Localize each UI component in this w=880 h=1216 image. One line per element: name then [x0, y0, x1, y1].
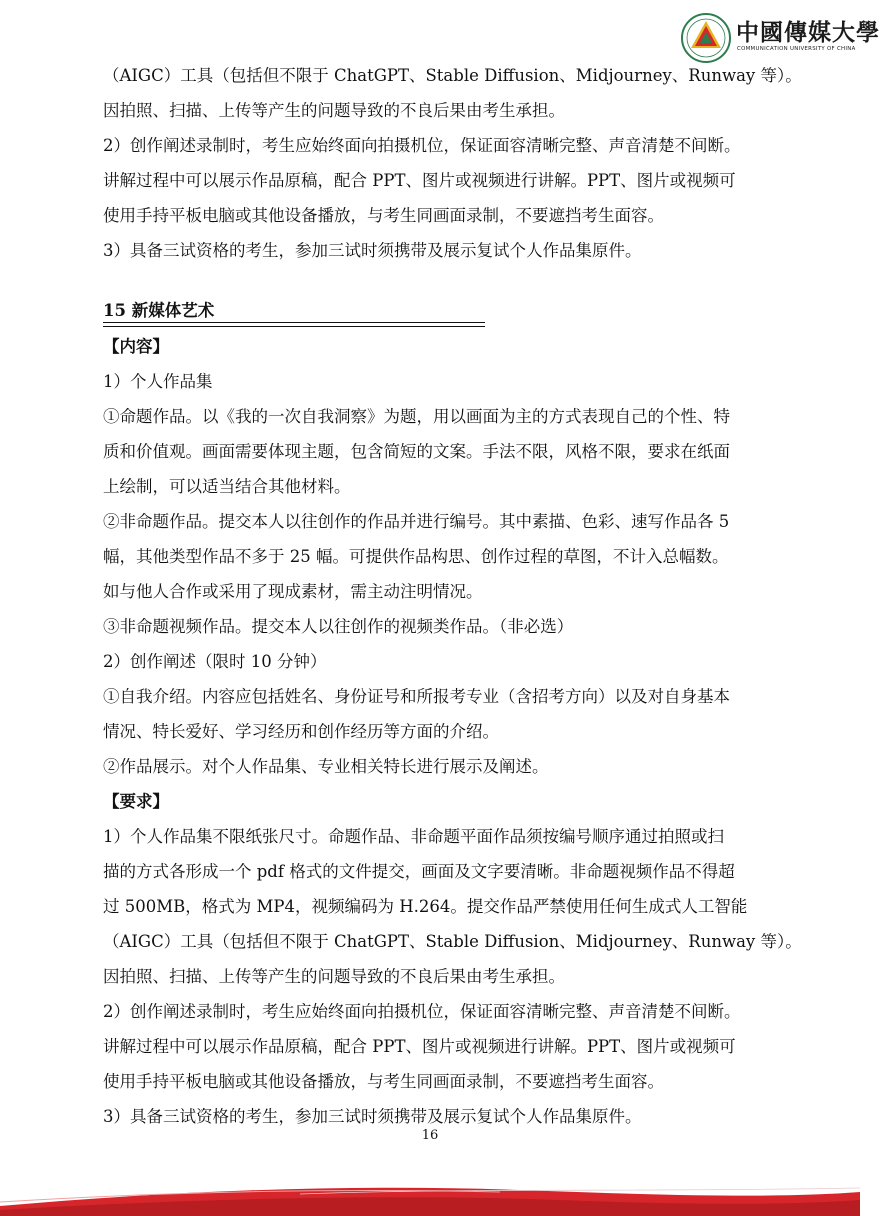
- text-line: 讲解过程中可以展示作品原稿，配合 PPT、图片或视频进行讲解。PPT、图片或视频可: [103, 1037, 736, 1056]
- content-heading: 【内容】: [103, 337, 169, 356]
- text-line: 描的方式各形成一个 pdf 格式的文件提交，画面及文字要清晰。非命题视频作品不得超: [103, 862, 735, 881]
- section-rule-thick: [103, 322, 485, 323]
- text-line: 使用手持平板电脑或其他设备播放，与考生同画面录制，不要遮挡考生面容。: [103, 206, 664, 225]
- text-line: 3）具备三试资格的考生，参加三试时须携带及展示复试个人作品集原件。: [103, 241, 642, 260]
- text-line: 1）个人作品集: [103, 372, 213, 391]
- page-number: 16: [421, 1128, 439, 1143]
- text-line: 如与他人合作或采用了现成素材，需主动注明情况。: [103, 582, 483, 601]
- footer-wave-decoration: [0, 1180, 860, 1216]
- text-line: 上绘制，可以适当结合其他材料。: [103, 477, 351, 496]
- text-line: 过 500MB，格式为 MP4，视频编码为 H.264。提交作品严禁使用任何生成式人工智能: [103, 897, 748, 916]
- text-line: 讲解过程中可以展示作品原稿，配合 PPT、图片或视频进行讲解。PPT、图片或视频可: [103, 171, 736, 190]
- text-line: 2）创作阐述录制时，考生应始终面向拍摄机位，保证面容清晰完整、声音清楚不间断。: [103, 136, 741, 155]
- requirements-heading: 【要求】: [103, 792, 169, 811]
- section-title: 15 新媒体艺术: [103, 301, 215, 320]
- text-line: 2）创作阐述录制时，考生应始终面向拍摄机位，保证面容清晰完整、声音清楚不间断。: [103, 1002, 741, 1021]
- text-line: 1）个人作品集不限纸张尺寸。命题作品、非命题平面作品须按编号顺序通过拍照或扫: [103, 827, 724, 846]
- text-line: ②非命题作品。提交本人以往创作的作品并进行编号。其中素描、色彩、速写作品各 5: [103, 512, 730, 531]
- university-logo: [680, 12, 880, 64]
- section-body: [103, 329, 802, 1134]
- text-line: 因拍照、扫描、上传等产生的问题导致的不良后果由考生承担。: [103, 967, 565, 986]
- continuation-text-block: [103, 58, 802, 268]
- text-line: ②作品展示。对个人作品集、专业相关特长进行展示及阐述。: [103, 757, 549, 776]
- text-line: 幅，其他类型作品不多于 25 幅。可提供作品构思、创作过程的草图，不计入总幅数。: [103, 547, 729, 566]
- text-line: 质和价值观。画面需要体现主题，包含简短的文案。手法不限，风格不限，要求在纸面: [103, 442, 730, 461]
- logo-chinese-name: 中國傳媒大學: [736, 19, 880, 46]
- emblem-icon: [680, 12, 732, 64]
- section-rule-thin: [103, 326, 485, 327]
- text-line: 因拍照、扫描、上传等产生的问题导致的不良后果由考生承担。: [103, 101, 565, 120]
- logo-english-name: COMMUNICATION UNIVERSITY OF CHINA: [737, 46, 856, 52]
- text-line: 3）具备三试资格的考生，参加三试时须携带及展示复试个人作品集原件。: [103, 1107, 642, 1126]
- text-line: ①命题作品。以《我的一次自我洞察》为题，用以画面为主的方式表现自己的个性、特: [103, 407, 730, 426]
- text-line: 2）创作阐述（限时 10 分钟）: [103, 652, 327, 671]
- text-line: （AIGC）工具（包括但不限于 ChatGPT、Stable Diffusion、Midjourney、Runway 等）。: [103, 66, 802, 85]
- text-line: （AIGC）工具（包括但不限于 ChatGPT、Stable Diffusion、Midjourney、Runway 等）。: [103, 932, 802, 951]
- text-line: 使用手持平板电脑或其他设备播放，与考生同画面录制，不要遮挡考生面容。: [103, 1072, 664, 1091]
- text-line: ①自我介绍。内容应包括姓名、身份证号和所报考专业（含招考方向）以及对自身基本: [103, 687, 730, 706]
- text-line: ③非命题视频作品。提交本人以往创作的视频类作品。（非必选）: [103, 617, 574, 636]
- text-line: 情况、特长爱好、学习经历和创作经历等方面的介绍。: [103, 722, 499, 741]
